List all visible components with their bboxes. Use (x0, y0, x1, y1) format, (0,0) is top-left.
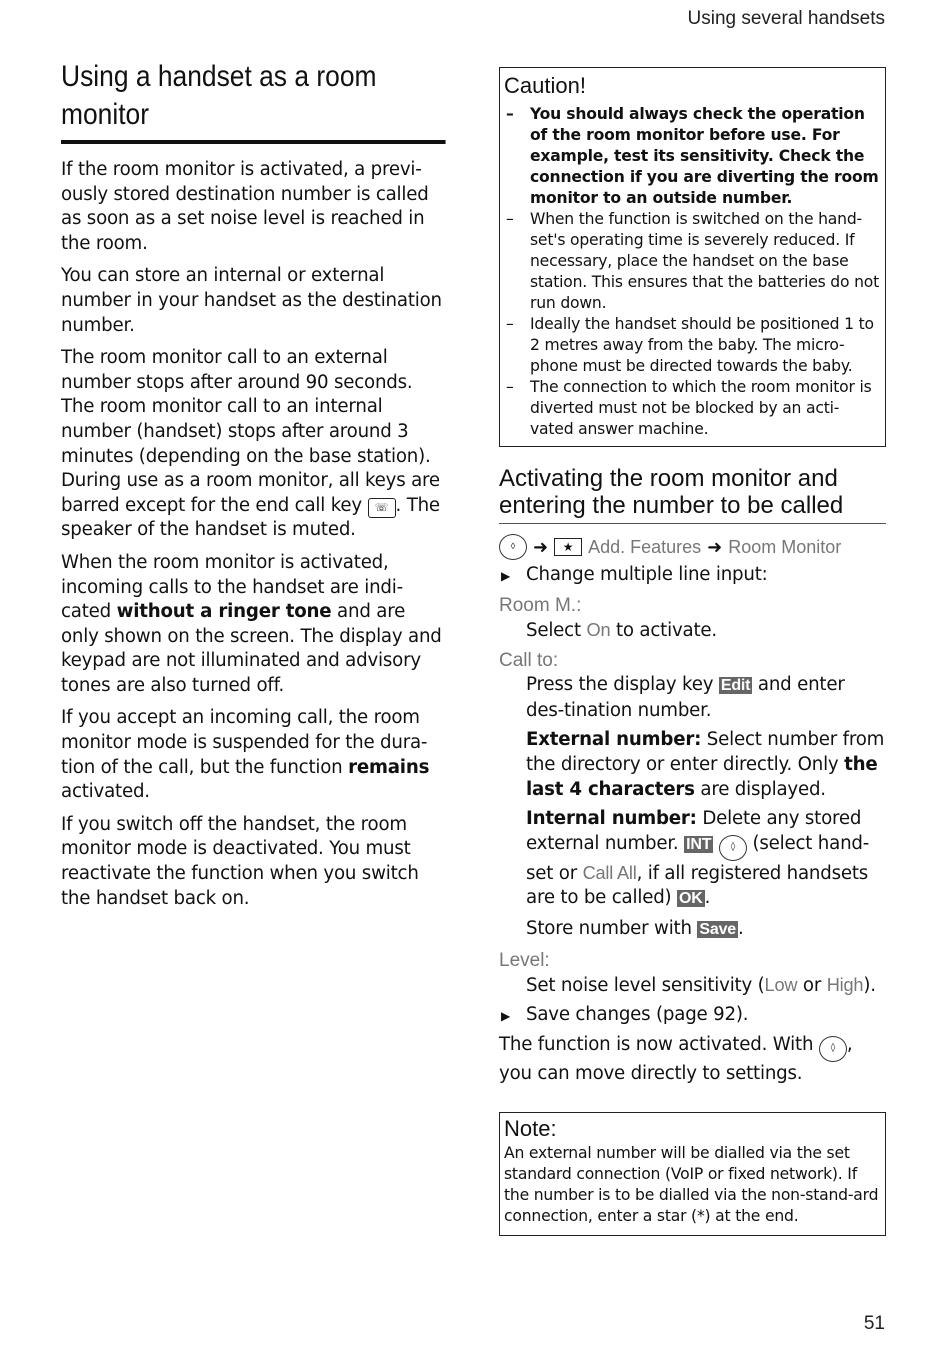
step-save-changes: ▶ Save changes (page 92). (499, 1003, 886, 1028)
control-key-icon: ◊ (499, 534, 527, 560)
section-title: Activating the room monitor and entering the number to be called (499, 465, 886, 524)
level-label: Level: (499, 949, 550, 971)
arrow-icon: ➜ (707, 536, 723, 557)
note-box (499, 1112, 886, 1236)
caution-item: – When the function is switched on the hand-set's operating time is severely reduced. If necessary, place the handset on the base station. This ensures that the batteries do not run down. (504, 209, 881, 314)
paragraph-1: If the room monitor is activated, a previ-ously stored destination number is called as soon as a set noise level is reached in the room. (61, 159, 429, 254)
call-text: Press the display key Edit and enter des-tination number. (526, 674, 845, 721)
end-call-key-icon: ☏ (368, 498, 396, 518)
store-text: Store number with Save . (526, 917, 744, 939)
page-number: 51 (863, 1313, 885, 1334)
paragraph-3: The room monitor call to an external number stops after around 90 seconds. The room monitor call to an internal number (handset) stops after around 3 minutes (depending on the base station). During use as a room monitor, all keys are barred except for the end call key ☏ . The speaker of the handset is muted. (61, 347, 440, 541)
activated-text: The function is now activated. With ◊ , you can move directly to settings. (499, 1033, 853, 1084)
control-key-icon: ◊ (719, 835, 747, 861)
room-label: Room M.: (499, 594, 582, 616)
edit-key: Edit (720, 677, 751, 695)
paragraph-6: If you switch off the handset, the room monitor mode is deactivated. You must reactivate the function when you switch the handset back on. (61, 813, 419, 909)
internal-number-text: Internal number: Delete any stored external number. INT ◊ (select hand-set or Call All, if all registered handsets are to be called) OK . (526, 808, 870, 909)
note-text: An external number will be dialled via the set standard connection (VoIP or fixed network). If the number is to be dialled via the non-stand-ard connection, enter a star (*) at the end. (504, 1144, 879, 1226)
ok-key: OK (679, 890, 703, 908)
caution-item: – You should always check the operation of the room monitor before use. For example, test its sensitivity. Check the connection if you are diverting the room monitor to an outside number. (504, 104, 881, 209)
save-key: Save (699, 920, 736, 938)
int-key: INT (686, 835, 712, 853)
running-header: Using several handsets (687, 8, 885, 29)
control-key-icon: ◊ (819, 1036, 847, 1062)
call-label: Call to: (499, 650, 559, 672)
caution-title: Caution! (504, 73, 586, 98)
level-text: Set noise level sensitivity (Low or High). (526, 974, 876, 996)
paragraph-2: You can store an internal or external number in your handset as the destination number. (61, 265, 442, 336)
star-key-icon: ★ (554, 538, 582, 556)
room-text: Select On to activate. (526, 619, 717, 641)
caution-box (499, 67, 886, 447)
external-number-text: External number: Select number from the directory or enter directly. Only the last 4 characters are displayed. (526, 729, 885, 800)
left-column (61, 58, 446, 919)
note-title: Note: (504, 1116, 557, 1142)
caution-item: – The connection to which the room monitor is diverted must not be blocked by an acti-vated answer machine. (504, 377, 881, 440)
paragraph-5: If you accept an incoming call, the room monitor mode is suspended for the dura-tion of the call, but the function remains activated. (61, 707, 430, 803)
step-change-input: ▶ Change multiple line input: (499, 563, 886, 588)
right-column (499, 67, 886, 1236)
caution-item: – Ideally the handset should be positioned 1 to 2 metres away from the baby. The micro-phone must be directed towards the baby. (504, 314, 881, 377)
menu-path: ◊ ➜ ★ Add. Features ➜ Room Monitor (499, 533, 886, 561)
page-title: Using a handset as a room monitor (61, 58, 446, 144)
paragraph-4: When the room monitor is activated, incoming calls to the handset are indi-cated without a ringer tone and are only shown on the screen. The display and keypad are not illuminated and advisory tones are also turned off. (61, 551, 442, 696)
arrow-icon: ➜ (533, 536, 549, 557)
